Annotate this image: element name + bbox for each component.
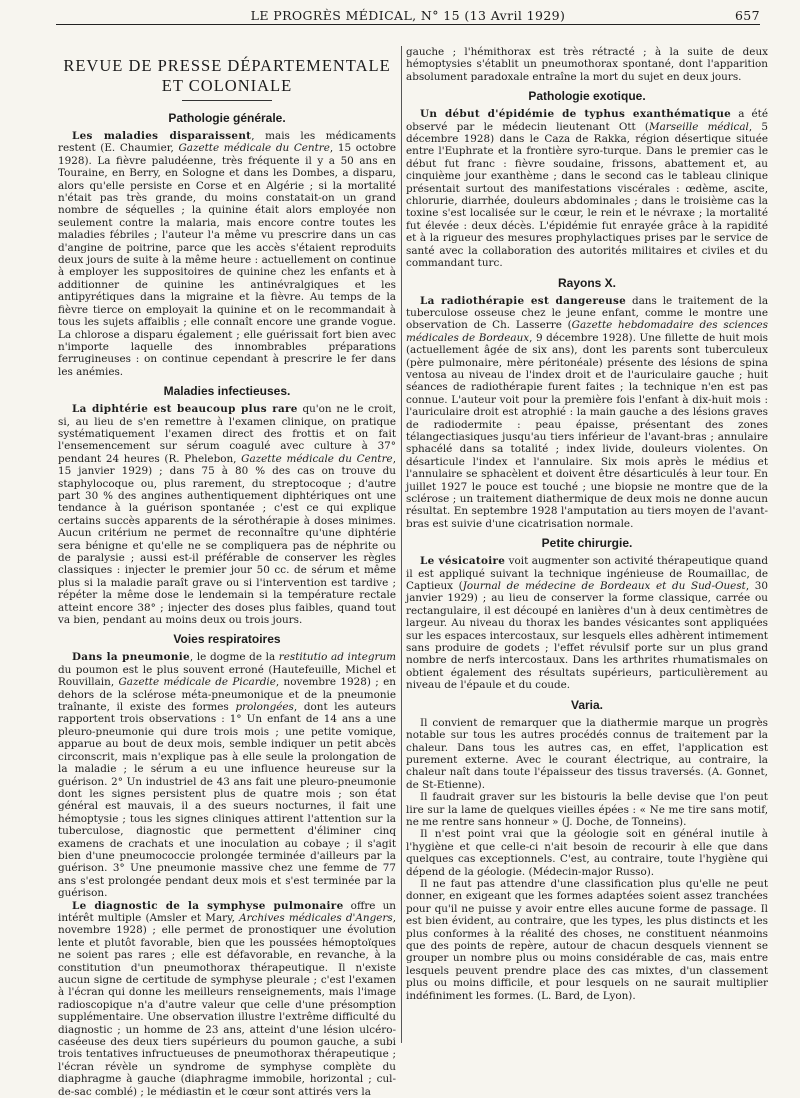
text-run: Il ne faut pas attendre d'une classification plus qu'elle ne peut donner, en exigeant que les formes adaptées soient assez tranchées pour qu'il ne puisse y avoir entre elles aucune forme de passage. Il est bien évident, au contraire, que les types, les plus distincts et les plus conformes à la réalité des choses, ne constituent néanmoins que des points de repère, autour de chacun desquels viennent se grouper un nombre plus ou moins considérable de cas, mais entre lesquels peuvent prendre place des cas mixtes, d'un classement plus ou moins difficile, et pour lesquels on ne saurait multiplier indéfiniment les formes. (L. Bard, de Lyon). — [406, 877, 768, 1002]
text-run: offre un intérêt multiple (Amsler et Mary, — [58, 899, 397, 924]
lead-phrase: Dans la pneumonie — [72, 651, 190, 664]
paragraph — [406, 878, 768, 1002]
citation: Gazette médicale de Picardie — [118, 676, 276, 689]
citation: Gazette médicale du Centre — [178, 142, 330, 155]
left-column — [58, 48, 397, 1098]
lead-phrase: La diphtérie est beaucoup plus rare — [72, 403, 298, 416]
text-run: , dont les auteurs rapportent trois observations : 1° Un enfant de 14 ans a une pleuro-pneumonie qui dure trois mois ; une petite vomique, apparue au bout de deux mois, semble indiquer un petit abcès circonscrit, mais n'explique pas à elle seule la prolongation de la maladie ; le sérum a eu une influence heureuse sur la guérison. 2° Un industriel de 43 ans fait une pleuro-pneumonie dont les signes persistent plus de quatre mois ; son état général est mauvais, il a des sueurs nocturnes, il fait une hémoptysie ; tous les signes cliniques attirent l'attention sur la tuberculose, diagnostic que permettent d'éliminer cinq examens de crachats et une inoculation au cobaye ; il s'agit bien d'une pneumococcie prolongée terminée d'ailleurs par la guérison. 3° Une pneumonie massive chez une femme de 77 ans s'est prolongée pendant deux mois et s'est terminée par la guérison. — [58, 701, 396, 900]
right-column — [406, 46, 768, 1045]
section-heading: Varia. — [570, 697, 604, 712]
lead-phrase: Les maladies disparaissent — [72, 130, 252, 142]
paragraph — [58, 651, 396, 899]
revue-title-line-1: REVUE DE PRESSE DÉPARTEMENTALE — [63, 56, 391, 75]
paragraph — [406, 295, 768, 531]
text-run: Il n'est point vrai que la géologie soit en général inutile à l'hygiène et que celle-ci n'ait besoin de recourir à elle que dans quelques cas exceptionnels. C'est, au contraire, toute l'hygiène qui dépend de la géologie. (Médecin-major Russo). — [406, 828, 768, 878]
text-run: , 15 octobre 1928). La fièvre paludéenne, très fréquente il y a 50 ans en Touraine, en Berry, en Sologne et dans les Dombes, a disparu, alors qu'elle persiste en Corse et en Algérie ; si la mortalité n'était pas très grande, du moins constatait-on un grand nombre de séquelles ; la quinine était alors employée non seulement contre la malaria, mais encore contre toutes les maladies fébriles ; l'auteur l'a même vu prescrire dans un cas d'angine de poitrine, parce que les accès s'étaient reproduits deux jours de suite à la même heure : actuellement on continue à employer les suppositoires de quinine chez les enfants et à additionner de quinine les antinévralgiques et les antipyrétiques dans la migraine et la fièvre. Au temps de la fièvre tierce on employait la quinine et on le recommandait à tous les sujets affaiblis ; elle connaît encore une grande vogue. La chlorose a disparu également ; elle guérissait fort bien avec n'importe laquelle des innombrables préparations ferrugineuses : on continue cependant à prescrire le fer dans les anémies. — [58, 142, 396, 378]
text-run: , mais les médicaments restent (E. Chaumier, — [58, 130, 396, 155]
text-run: gauche ; l'hémithorax est très rétracté ; à la suite de deux hémoptysies s'établit un pneumothorax spontané, dont l'apparition absolument paradoxale entraîne la mort du sujet en deux jours. — [406, 46, 768, 83]
text-run: du poumon est le plus souvent erroné (Hautefeuille, Michel et Rouvillain, — [58, 663, 396, 689]
citation: Archives médicales d'Angers — [239, 911, 393, 924]
lead-phrase: Le diagnostic de la symphyse pulmonaire — [72, 899, 344, 912]
text-run: , 30 janvier 1929) ; au lieu de conserver la forme classique, carrée ou rectangulaire, il est découpé en lanières d'un à deux centimètres de largeur. Au niveau du thorax les bandes vésicantes sont appliquées sur les espaces intercostaux, sur lesquels elles adhèrent intimement sans produire de godets ; l'effet révulsif porte sur un plus grand nombre de nerfs intercostaux. Dans les arthrites rhumatismales on obtient également des résultats supérieurs, particulièrement au niveau de l'épaule et du coude. — [406, 580, 768, 692]
section-heading: Rayons X. — [557, 275, 617, 290]
citation: Journal de médecine de Bordeaux et du Sud-Ouest — [462, 580, 746, 593]
running-head — [56, 4, 760, 25]
paragraph — [406, 828, 768, 878]
paragraph — [58, 403, 396, 626]
text-run: , novembre 1928) ; elle permet de pronostiquer une évolution lente et plutôt favorable, bien que les poussées hémoptoïques ne soient pas rares ; elle est défavorable, en revanche, à la constitution d'un pneumothorax thérapeutique. Il n'existe aucun signe de certitude de symphyse pleurale ; c'est l'examen à l'écran qui donne les meilleurs renseignements, mais l'image radioscopique n'a d'autre valeur que celle d'une présomption supplémentaire. Une observation illustre l'extrême difficulté du diagnostic ; un homme de 23 ans, atteint d'une lésion ulcéro-caséeuse des deux tiers supérieurs du poumon gauche, a subi trois tentatives infructueuses de pneumothorax thérapeutique ; l'écran révèle un syndrome de symphyse complète du diaphragme à gauche (diaphragme immobile, horizontal ; cul-de-sac comblé) ; le médiastin et le cœur sont attirés vers la — [58, 911, 396, 1098]
text-run: , 15 janvier 1929) ; dans 75 à 80 % des cas on trouve du staphylocoque ou, plus rarement, du streptocoque ; d'autre part 30 % des angines authentiquement diphtériques ont une tendance à la guérison spontanée ; c'est ce qui explique certains succès apparents de la sérothérapie à doses minimes. Aucun critérium ne permet de reconnaître qu'une diphtérie sera bénigne et qu'elle ne se compliquera pas de néphrite ou de paralysie ; aussi est-il préférable de conserver les règles classiques : injecter le premier jour 50 cc. de sérum et même plus si la maladie paraît grave ou si l'intervention est tardive ; répéter la même dose le lendemain si la température rectale atteint encore 38° ; injecter des doses plus faibles, quand tout va bien, pendant au moins deux ou trois jours. — [58, 452, 397, 627]
journal-title: LE PROGRÈS MÉDICAL, N° 15 (13 Avril 1929) — [250, 8, 566, 23]
paragraph — [406, 108, 768, 269]
citation: prolongées — [235, 701, 294, 714]
text-run: , le dogme de la — [189, 651, 279, 664]
citation: Marseille médical — [648, 120, 749, 133]
lead-phrase: Le vésicatoire — [420, 555, 506, 568]
text-run: , 9 décembre 1928). Une fillette de huit mois (actuellement âgée de six ans), dont les parents sont tuberculeux (père pulmonaire, mère péritonéale) présente des lésions de spina ventosa au niveau de l'index droit et de l'auriculaire gauche ; huit séances de radiothérapie furent faites ; la technique n'en est pas connue. L'auteur voit pour la première fois l'enfant à dix-huit mois : l'auriculaire droit est atrophié : la main gauche a des lésions graves de radiodermite : peau épaisse, présentant des zones télangectiasiques jusqu'au tiers inférieur de l'avant-bras ; annulaire sphacélé dans sa totalité ; index livide, douleurs violentes. On désarticule l'index et l'annulaire. Six mois après le médius et l'annulaire se sphacèlent et doivent être désarticulés à leur tour. En juillet 1927 le pouce est touché ; une biopsie ne montre que de la sclérose ; un traitement diathermique de deux mois ne donne aucun résultat. En septembre 1928 l'amputation au tiers moyen de l'avant-bras est suivie d'une cicatrisation normale. — [406, 331, 768, 530]
column-divider — [401, 46, 402, 1043]
text-run: voit augmenter son activité thérapeutique quand il est appliqué suivant la technique ingénieuse de Roumaillac, de Captieux ( — [406, 555, 768, 593]
text-run: , novembre 1928) ; en dehors de la sclérose méta-pneumonique et de la pneumonie traînante, il existe des formes — [58, 676, 396, 714]
citation: Gazette hebdomadaire des sciences médicales de Bordeaux — [406, 319, 768, 344]
text-run: Il faudrait graver sur les bistouris la belle devise que l'on peut lire sur la lame de quelques vieilles épées : « Ne me tire sans motif, ne me rentre sans honneur » (J. Doche, de Tonneins). — [406, 791, 768, 828]
text-run: dans le traitement de la tuberculose osseuse chez le jeune enfant, comme le montre une observation de Ch. Lasserre ( — [406, 294, 769, 332]
text-run: Il convient de remarquer que la diathermie marque un progrès notable sur tous les autres procédés connus de traitement par la chaleur. Dans tous les autres cas, en effet, l'application est purement externe. Avec le courant électrique, au contraire, la chaleur naît dans toute l'épaisseur des tissus traversés. (A. Gonnet, de St-Etienne). — [406, 716, 768, 791]
citation: Gazette médicale du Centre — [241, 452, 393, 465]
paragraph — [406, 717, 768, 791]
revue-title — [58, 56, 396, 96]
section-heading: Voies respiratoires — [173, 632, 281, 647]
paragraph — [58, 900, 396, 1098]
paragraph — [58, 130, 396, 378]
text-run: a été observé par le médecin lieutenant Ott ( — [406, 108, 769, 133]
citation: restitutio ad integrum — [278, 651, 397, 664]
revue-title-line-2: ET COLONIALE — [161, 76, 293, 95]
section-heading: Maladies infectieuses. — [163, 384, 291, 399]
lead-phrase: La radiothérapie est dangereuse — [420, 294, 627, 307]
text-run: qu'on ne le croit, si, au lieu de s'en remettre à l'examen clinique, on pratique systématiquement l'examen direct des frottis et on fait l'ensemencement sur sérum coagulé avec culture à 37° pendant 24 heures (R. Phelebon, — [58, 403, 396, 465]
section-heading: Pathologie générale. — [168, 111, 286, 125]
page-number: 657 — [734, 8, 760, 23]
paragraph — [406, 555, 768, 691]
lead-phrase: Un début d'épidémie de typhus exanthématique — [420, 108, 732, 121]
text-run: , 5 décembre 1928) dans le Caza de Rakka, région désertique située entre l'Euphrate et la frontière syro-turque. Dans le premier cas le début fut franc : fièvre soudaine, frissons, abattement et, au cinquième jour exanthème ; dans le second cas le tableau clinique présentait surtout des manifestations viscérales : œdème, ascite, chlorurie, diarrhée, douleurs abdominales ; dans le troisième cas la toxine s'est localisée sur le cœur, le rein et le névraxe ; la mortalité fut élevée : deux décès. L'épidémie fut enrayée grâce à la rapidité et à la rigueur des mesures prophylactiques prises par le service de santé avec la collaboration des autorités militaires et civiles et du commandant turc. — [406, 120, 768, 270]
section-heading: Pathologie exotique. — [528, 89, 646, 104]
paragraph — [406, 791, 768, 828]
paragraph — [406, 46, 768, 83]
title-rule — [182, 100, 272, 101]
section-heading: Petite chirurgie. — [541, 536, 633, 551]
